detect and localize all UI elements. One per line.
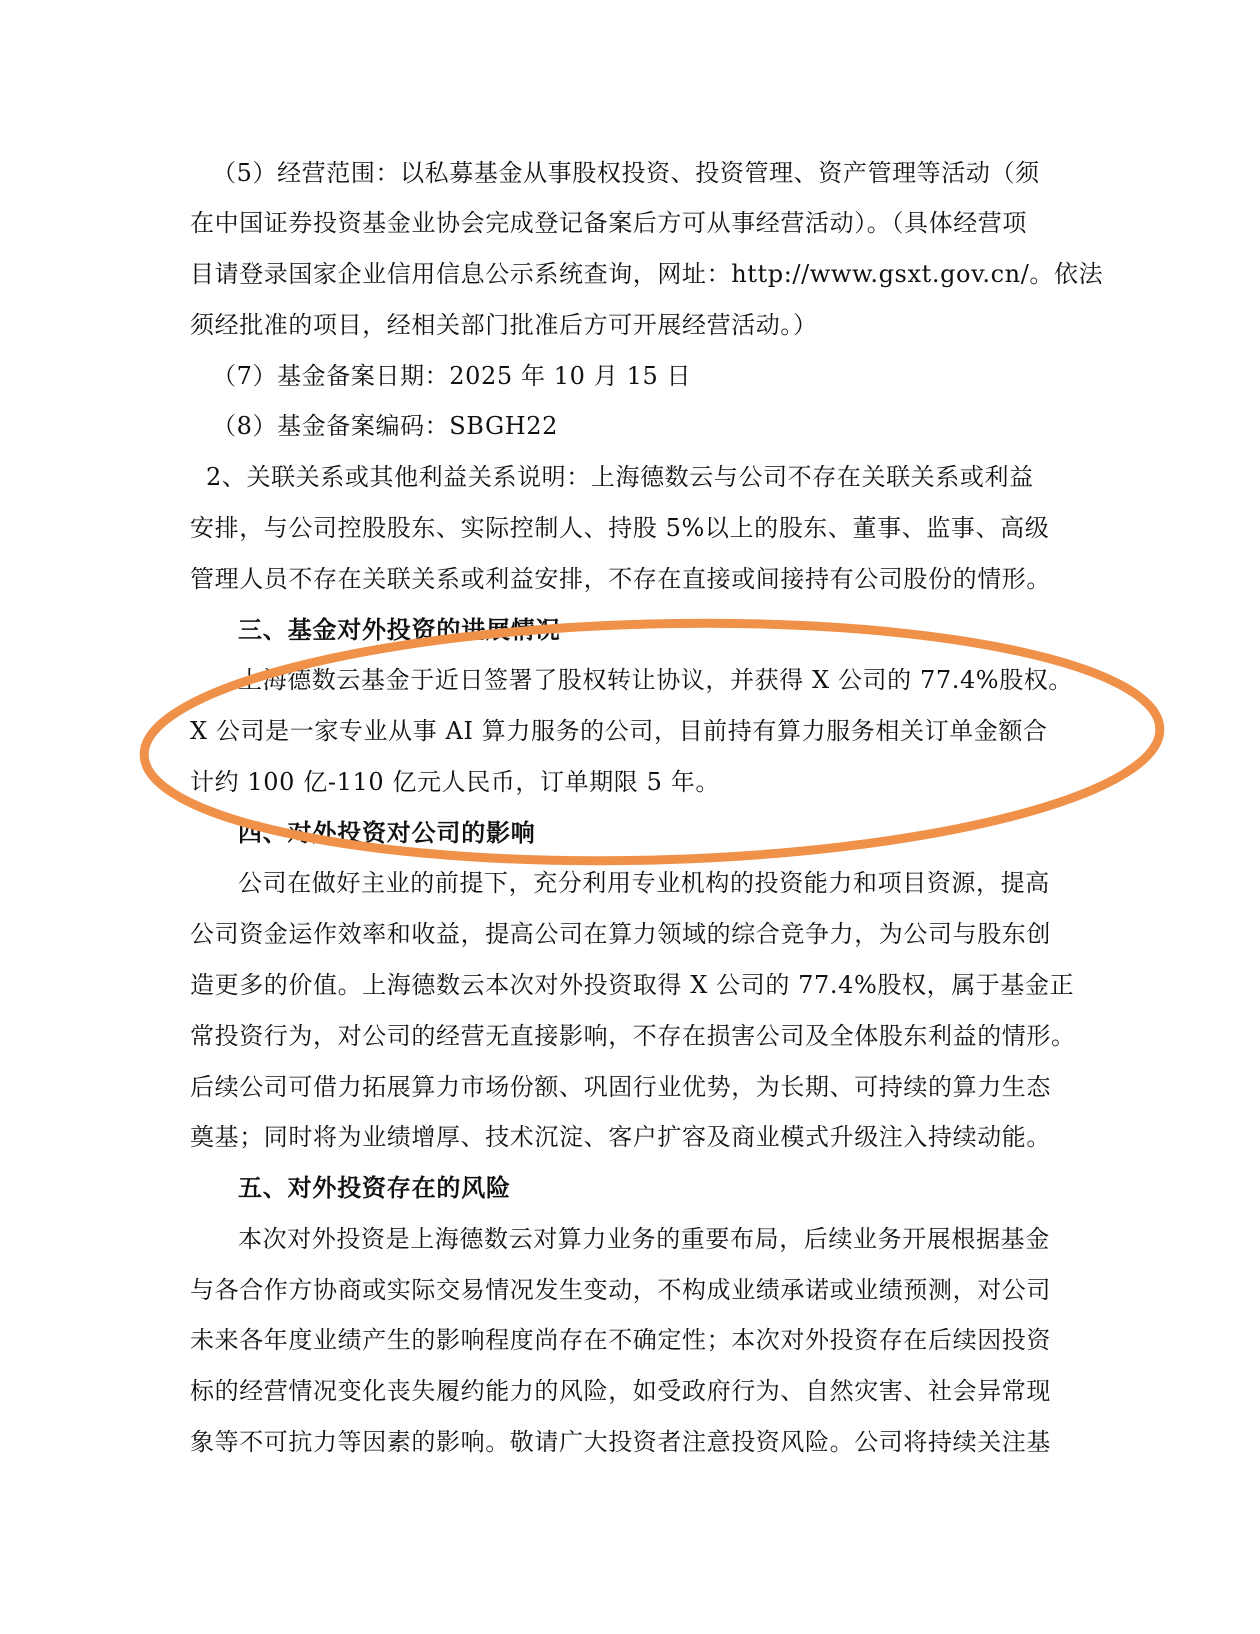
paragraph-impact-line-2: 公司资金运作效率和收益，提高公司在算力领域的综合竞争力，为公司与股东创 [190,920,1051,948]
paragraph-risk-line-2: 与各合作方协商或实际交易情况发生变动，不构成业绩承诺或业绩预测，对公司 [190,1276,1051,1304]
paragraph-impact-line-1: 公司在做好主业的前提下，充分利用专业机构的投资能力和项目资源，提高 [238,869,1050,897]
paragraph-risk-line-3: 未来各年度业绩产生的影响程度尚存在不确定性；本次对外投资存在后续因投资 [190,1326,1051,1354]
paragraph-business-scope-line-1: （5）经营范围：以私募基金从事股权投资、投资管理、资产管理等活动（须 [212,159,1040,187]
paragraph-relationship-line-3: 管理人员不存在关联关系或利益安排，不存在直接或间接持有公司股份的情形。 [190,565,1051,593]
paragraph-impact-line-6: 奠基；同时将为业绩增厚、技术沉淀、客户扩容及商业模式升级注入持续动能。 [190,1123,1051,1151]
paragraph-relationship-line-2: 安排，与公司控股股东、实际控制人、持股 5%以上的股东、董事、监事、高级 [190,514,1050,542]
paragraph-risk-line-1: 本次对外投资是上海德数云对算力业务的重要布局，后续业务开展根据基金 [238,1225,1050,1253]
paragraph-impact-line-5: 后续公司可借力拓展算力市场份额、巩固行业优势，为长期、可持续的算力生态 [190,1073,1051,1101]
paragraph-progress-line-1: 上海德数云基金于近日签署了股权转让协议，并获得 X 公司的 77.4%股权。 [238,666,1074,694]
paragraph-progress-line-3: 计约 100 亿-110 亿元人民币，订单期限 5 年。 [190,768,720,796]
fund-record-code: （8）基金备案编码：SBGH22 [212,412,559,440]
paragraph-business-scope-line-2: 在中国证券投资基金业协会完成登记备案后方可从事经营活动）。（具体经营项 [190,209,1027,237]
paragraph-impact-line-4: 常投资行为，对公司的经营无直接影响，不存在损害公司及全体股东利益的情形。 [190,1022,1076,1050]
paragraph-relationship-line-1: 2、关联关系或其他利益关系说明：上海德数云与公司不存在关联关系或利益 [206,463,1034,491]
paragraph-progress-line-2: X 公司是一家专业从事 AI 算力服务的公司，目前持有算力服务相关订单金额合 [190,717,1048,745]
paragraph-business-scope-line-3: 目请登录国家企业信用信息公示系统查询，网址：http://www.gsxt.gov.cn/。依法 [190,260,1104,288]
paragraph-impact-line-3: 造更多的价值。上海德数云本次对外投资取得 X 公司的 77.4%股权，属于基金正 [190,971,1075,999]
paragraph-risk-line-4: 标的经营情况变化丧失履约能力的风险，如受政府行为、自然灾害、社会异常现 [190,1377,1051,1405]
paragraph-business-scope-line-4: 须经批准的项目，经相关部门批准后方可开展经营活动。） [190,311,818,339]
section-heading-5: 五、对外投资存在的风险 [238,1173,511,1202]
section-heading-4: 四、对外投资对公司的影响 [238,818,536,847]
paragraph-risk-line-5: 象等不可抗力等因素的影响。敬请广大投资者注意投资风险。公司将持续关注基 [190,1428,1051,1456]
section-heading-3: 三、基金对外投资的进展情况 [238,615,561,644]
fund-record-date: （7）基金备案日期：2025 年 10 月 15 日 [212,362,692,390]
